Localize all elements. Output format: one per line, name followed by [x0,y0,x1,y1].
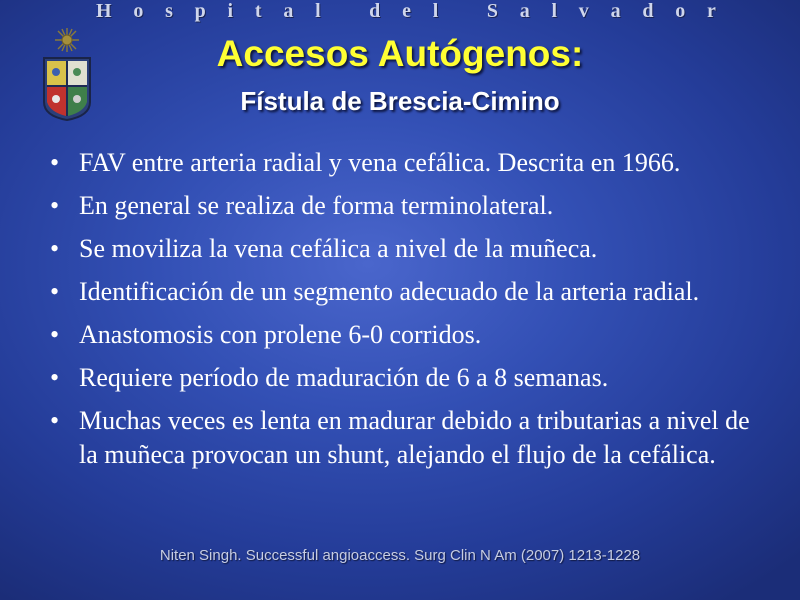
citation-footnote: Niten Singh. Successful angioaccess. Surg Clin N Am (2007) 1213-1228 [159,547,641,564]
bullet-text: En general se realiza de forma terminolateral. [79,191,554,220]
bullet-item [46,361,758,395]
bullet-item [46,404,758,472]
header-letter: H [96,0,112,22]
header-letter: v [578,0,589,22]
bullet-text: Requiere período de maduración de 6 a 8 semanas. [79,363,609,392]
header-letter: l [551,0,558,22]
header-letter: S [486,0,498,22]
header-letter: l [432,0,439,22]
hospital-header [96,0,716,22]
bullet-item [46,146,758,180]
header-space [342,0,347,23]
slide-subtitle: Fístula de Brescia-Cimino [240,86,560,116]
bullet-text: Se moviliza la vena cefálica a nivel de la muñeca. [79,234,598,263]
bullet-text: FAV entre arteria radial y vena cefálica. Descrita en 1966. [79,148,681,177]
bullet-dot: • [50,363,60,392]
bullet-dot: • [50,191,60,220]
bullet-item [46,189,758,223]
bullet-item [46,275,758,309]
header-letter: o [133,0,144,22]
slide-title: Accesos Autógenos: [216,33,584,74]
bullet-dot: • [50,406,60,435]
header-letter: a [519,0,530,22]
bullet-list [46,146,758,481]
header-letter: p [194,0,206,22]
header-letter: s [165,0,173,22]
header-letter: a [283,0,294,22]
bullet-dot: • [50,234,60,263]
header-letter: i [227,0,234,22]
bullet-text: Identificación de un segmento adecuado de la arteria radial. [79,277,700,306]
bullet-text: Anastomosis con prolene 6-0 corridos. [79,320,482,349]
bullet-text: Muchas veces es lenta en madurar debido a tributarias a nivel de la muñeca provocan un shunt, alejando el flujo de la cefálica. [79,406,750,469]
bullet-item [46,232,758,266]
bullet-dot: • [50,277,60,306]
bullet-item [46,318,758,352]
header-letter: o [675,0,686,22]
header-letter: t [254,0,262,22]
bullet-dot: • [50,148,60,177]
header-letter: d [369,0,381,22]
bullet-dot: • [50,320,60,349]
header-letter: d [642,0,654,22]
header-letter: e [402,0,411,22]
header-letter: r [706,0,716,22]
header-letter: a [610,0,621,22]
header-letter: l [315,0,321,22]
header-space [460,0,465,23]
